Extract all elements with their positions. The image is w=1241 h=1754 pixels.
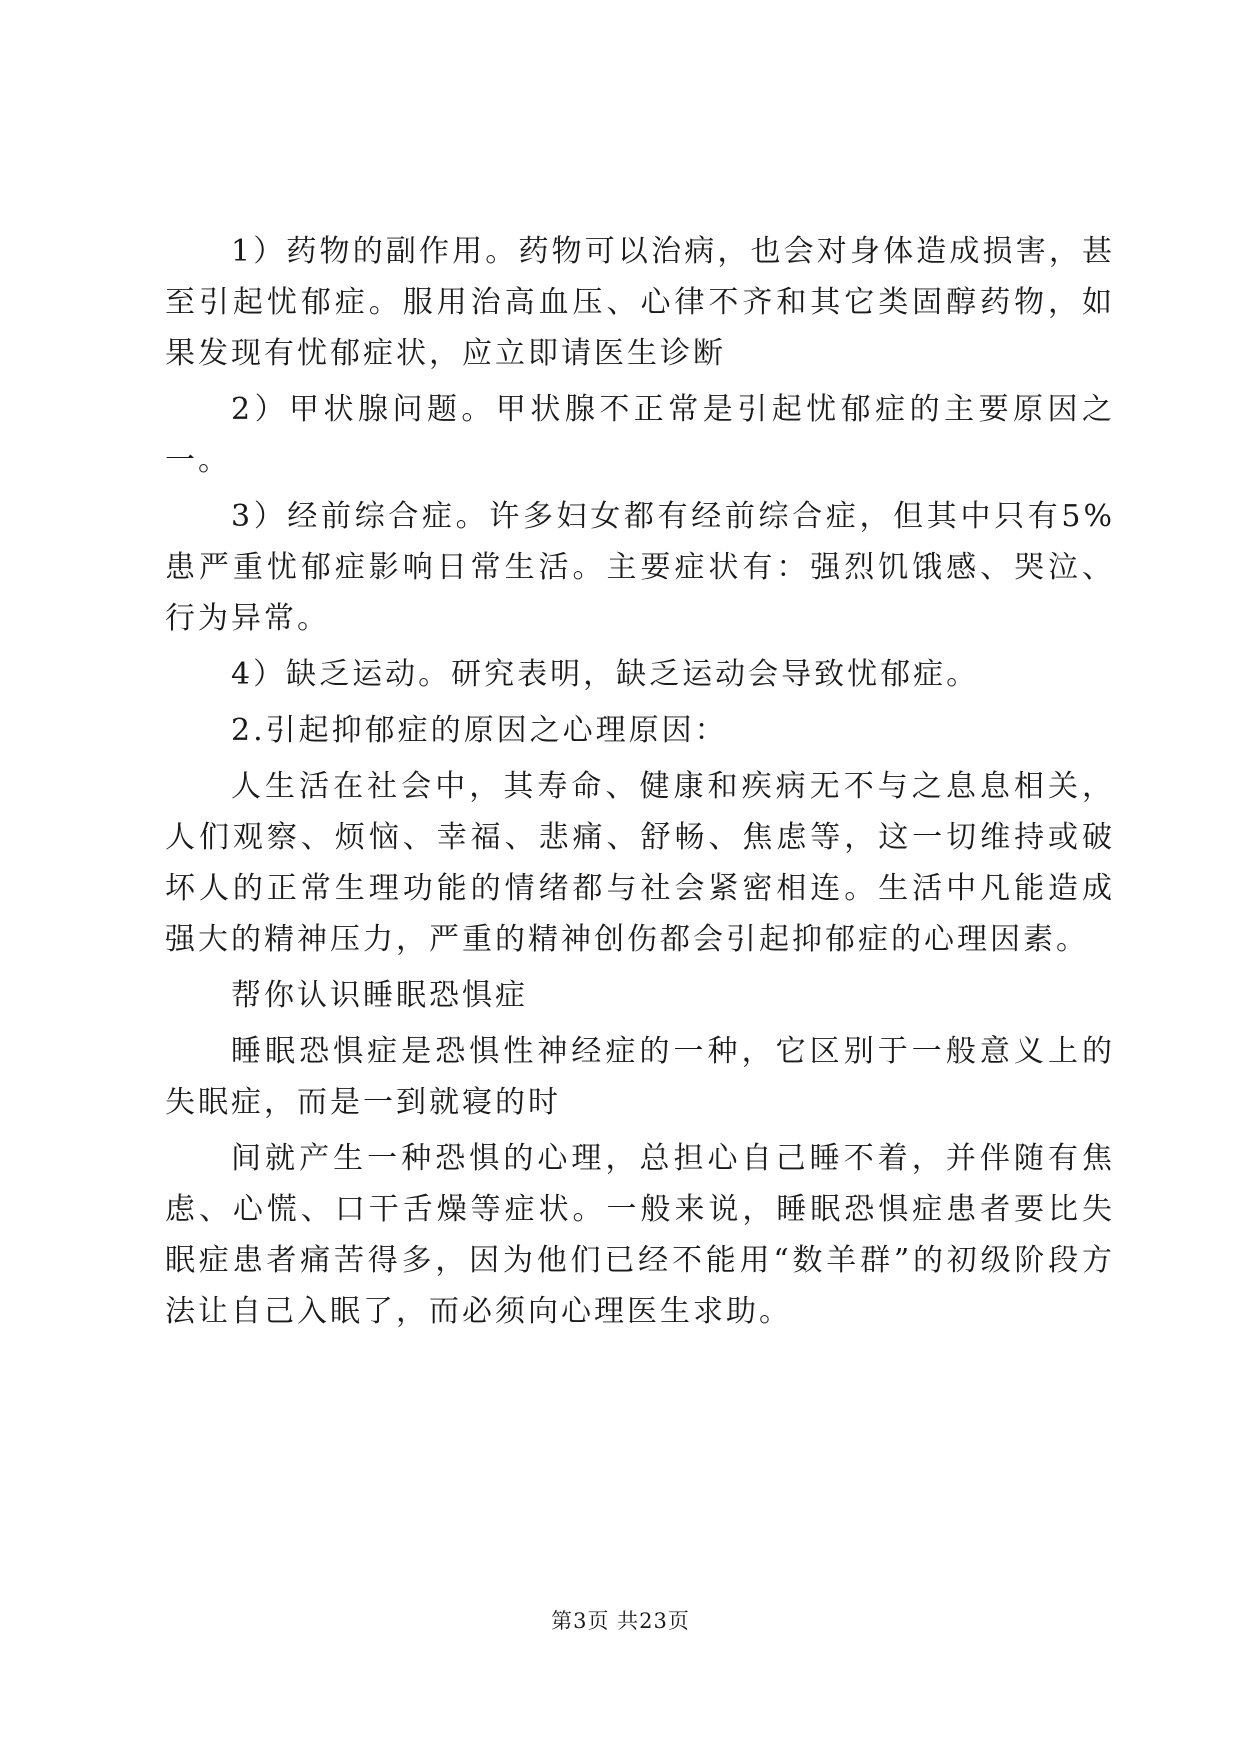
paragraph-drug-side-effects: 1）药物的副作用。药物可以治病，也会对身体造成损害，甚至引起忧郁症。服用治高血压、心律不齐和其它类固醇药物，如果发现有忧郁症状，应立即请医生诊断: [165, 234, 1115, 371]
paragraph-sleep-heading: 帮你认识睡眠恐惧症: [231, 978, 528, 1013]
page-number: 第3页 共23页: [551, 1609, 690, 1633]
paragraph-pms: 3）经前综合症。许多妇女都有经前综合症，但其中只有5%患严重忧郁症影响日常生活。主要症状有：强烈饥饿感、哭泣、行为异常。: [165, 499, 1115, 636]
paragraph-thyroid: 2）甲状腺问题。甲状腺不正常是引起忧郁症的主要原因之一。: [165, 392, 1115, 478]
paragraph-exercise: 4）缺乏运动。研究表明，缺乏运动会导致忧郁症。: [231, 657, 980, 692]
document-body: [165, 226, 1115, 1342]
paragraph-sleep-intro: 睡眠恐惧症是恐惧性神经症的一种，它区别于一般意义上的失眠症，而是一到就寝的时: [165, 1034, 1115, 1120]
paragraph-sleep-detail: 间就产生一种恐惧的心理，总担心自己睡不着，并伴随有焦虑、心慌、口干舌燥等症状。一般来说，睡眠恐惧症患者要比失眠症患者痛苦得多，因为他们已经不能用“数羊群”的初级阶段方法让自己入眠了，而必须向心理医生求助。: [165, 1141, 1115, 1329]
paragraph-psych-heading: 2.引起抑郁症的原因之心理原因：: [231, 713, 728, 748]
paragraph-social: 人生活在社会中，其寿命、健康和疾病无不与之息息相关，人们观察、烦恼、幸福、悲痛、舒畅、焦虑等，这一切维持或破坏人的正常生理功能的情绪都与社会紧密相连。生活中凡能造成强大的精神压力，严重的精神创伤都会引起抑郁症的心理因素。: [165, 769, 1115, 957]
